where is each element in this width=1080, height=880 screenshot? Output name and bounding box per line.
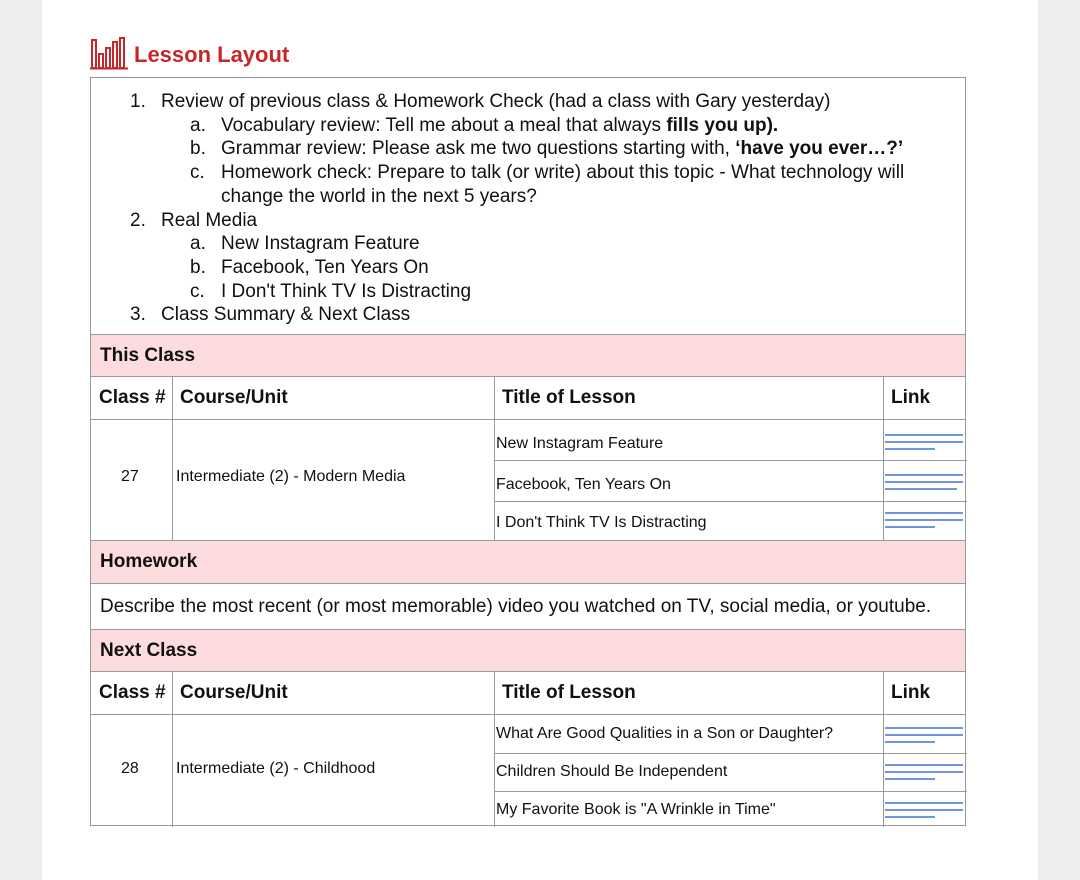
- lesson-link[interactable]: [885, 510, 965, 534]
- outline-subitem: a. Vocabulary review: Tell me about a meal that always fills you up).: [190, 114, 779, 136]
- homework-text: Describe the most recent (or most memorable) video you watched on TV, social media, or youtube.: [100, 595, 932, 617]
- next-class-header-row: [91, 672, 965, 715]
- lesson-link[interactable]: [885, 472, 965, 496]
- lesson-layout-heading: [90, 32, 289, 72]
- lesson-title: What Are Good Qualities in a Son or Daughter?: [496, 725, 834, 742]
- header-class-num: Class #: [99, 387, 166, 408]
- lesson-title: New Instagram Feature: [496, 435, 664, 452]
- document-page: [42, 0, 1038, 880]
- lesson-link[interactable]: [885, 800, 965, 824]
- outline-subitem: c. Homework check: Prepare to talk (or write) about this topic - What technology will change the world in the next 5 years?: [190, 162, 905, 207]
- outline-item: 2. Real Media: [130, 209, 258, 231]
- lesson-title: I Don't Think TV Is Distracting: [496, 514, 707, 531]
- this-class-header-row: [91, 377, 965, 420]
- header-course: Course/Unit: [180, 682, 288, 703]
- outline-subitem: b. Facebook, Ten Years On: [190, 256, 429, 278]
- header-class-num: Class #: [99, 682, 166, 703]
- this-class-band: This Class: [91, 335, 965, 377]
- lesson-title: Children Should Be Independent: [496, 763, 728, 780]
- header-link: Link: [891, 387, 931, 408]
- next-class-band: Next Class: [91, 630, 965, 672]
- outline-subitem: b. Grammar review: Please ask me two questions starting with, ‘have you ever…?’: [190, 138, 904, 160]
- lesson-outline: [91, 78, 965, 335]
- lesson-title: Facebook, Ten Years On: [496, 476, 671, 493]
- outline-item: 3. Class Summary & Next Class: [130, 304, 411, 326]
- lesson-link[interactable]: [885, 725, 965, 749]
- lesson-link[interactable]: [885, 762, 965, 786]
- header-title: Title of Lesson: [502, 682, 636, 703]
- lesson-title: My Favorite Book is "A Wrinkle in Time": [496, 801, 776, 818]
- header-course: Course/Unit: [180, 387, 288, 408]
- lesson-table: [90, 77, 966, 826]
- course-unit: Intermediate (2) - Childhood: [176, 760, 376, 777]
- header-title: Title of Lesson: [502, 387, 636, 408]
- homework-band: Homework: [91, 541, 965, 584]
- outline-item: 1. Review of previous class & Homework Check (had a class with Gary yesterday): [130, 91, 831, 112]
- class-number: 27: [121, 468, 139, 485]
- header-link: Link: [891, 682, 931, 703]
- page-title: Lesson Layout: [134, 42, 290, 67]
- lesson-link[interactable]: [885, 432, 965, 456]
- course-unit: Intermediate (2) - Modern Media: [176, 468, 406, 485]
- homework-text-row: [91, 584, 965, 630]
- bar-chart-icon: [90, 34, 130, 70]
- class-number: 28: [121, 760, 139, 777]
- next-class-body: [91, 715, 965, 827]
- this-class-body: [91, 420, 965, 541]
- outline-subitem: a. New Instagram Feature: [190, 233, 420, 255]
- outline-subitem: c. I Don't Think TV Is Distracting: [190, 280, 472, 302]
